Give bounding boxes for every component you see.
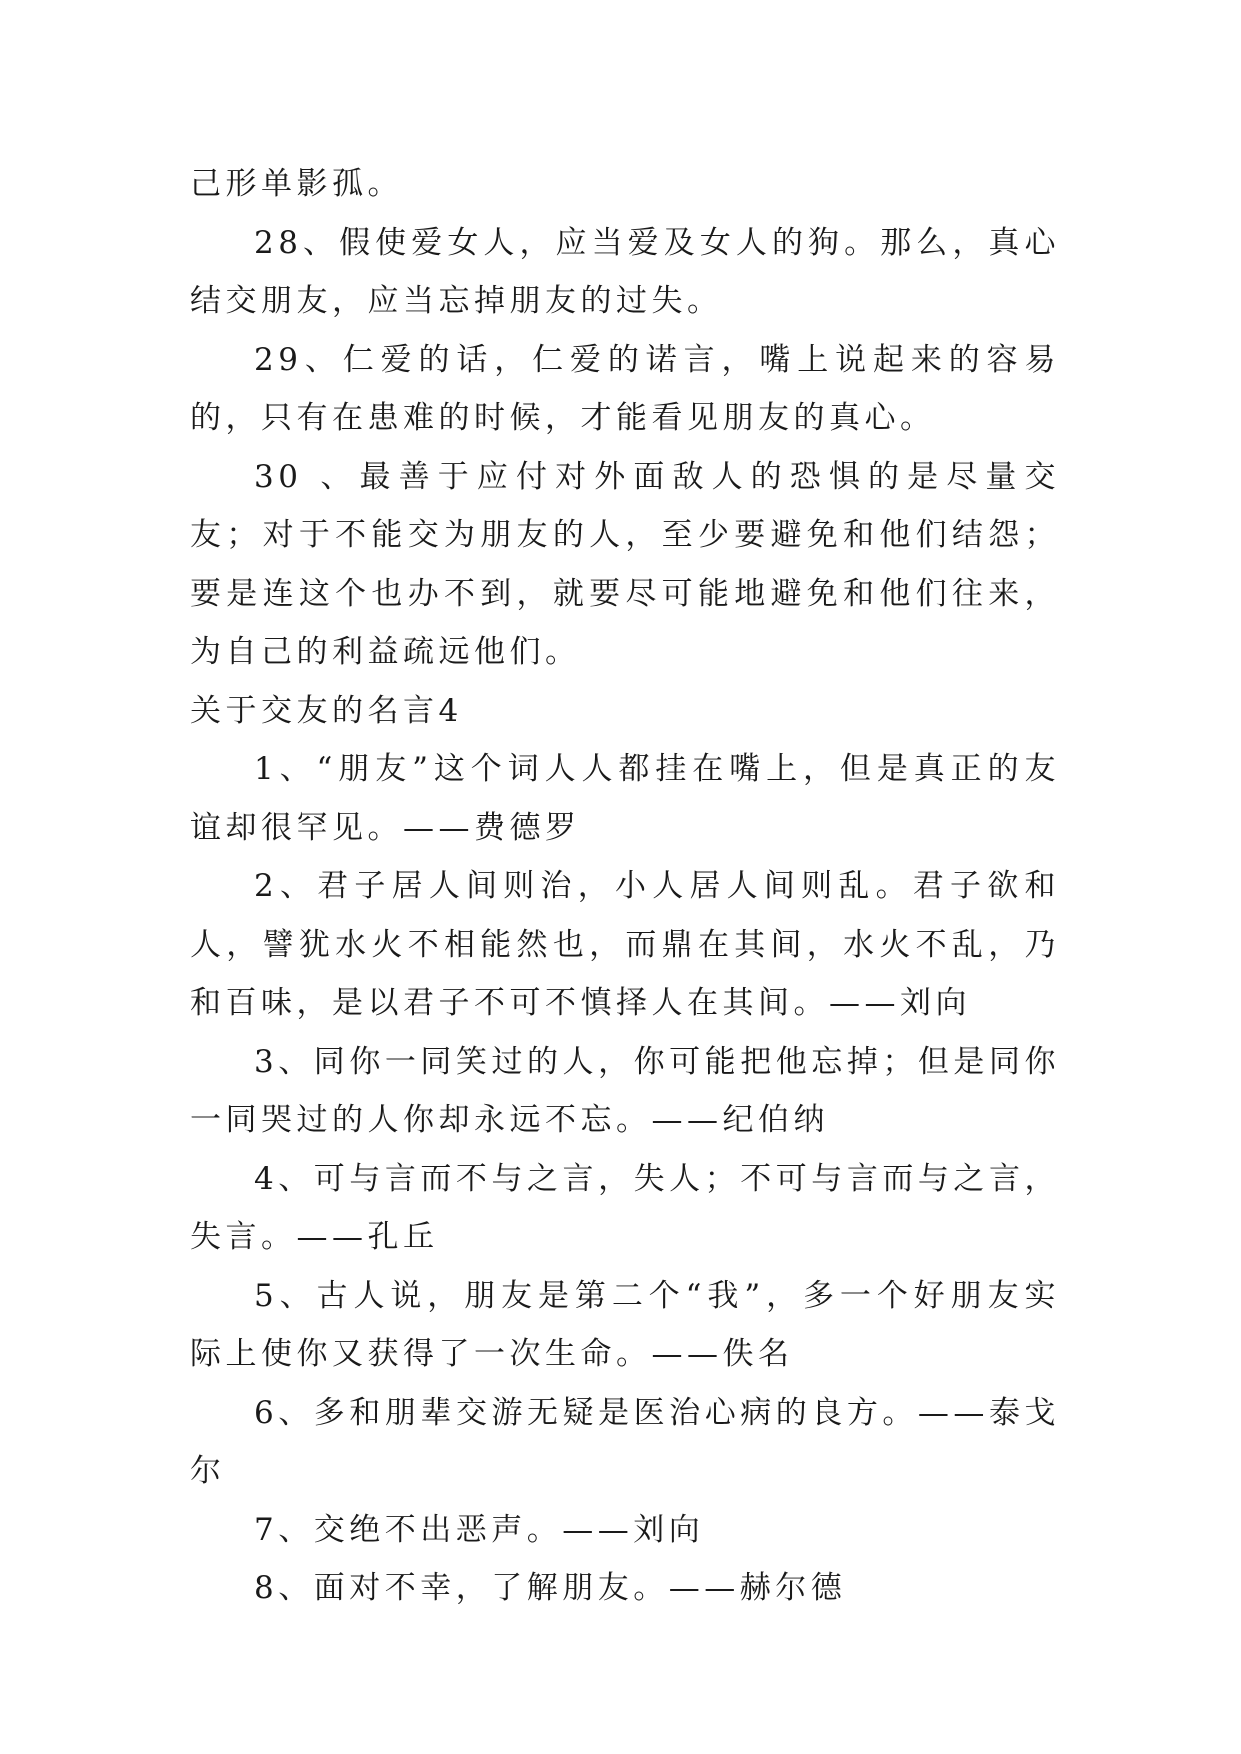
- quote-7: 7、交绝不出恶声。——刘向: [254, 1511, 705, 1548]
- quote-6: 6、多和朋辈交游无疑是医治心病的良方。——泰戈尔: [190, 1394, 1060, 1489]
- quote-4: 4、可与言而不与之言，失人；不可与言而与之言，失言。——孔丘: [190, 1160, 1060, 1255]
- quote-3: 3、同你一同笑过的人，你可能把他忘掉；但是同你一同哭过的人你却永远不忘。——纪伯纳: [190, 1043, 1060, 1138]
- quote-8: 8、面对不幸，了解朋友。——赫尔德: [254, 1570, 847, 1606]
- quote-2: 2、君子居人间则治，小人居人间则乱。君子欲和人，譬犹水火不相能然也，而鼎在其间，水火不乱，乃和百味，是以君子不可不慎择人在其间。——刘向: [190, 868, 1060, 1021]
- quote-1: 1、“朋友”这个词人人都挂在嘴上，但是真正的友谊却很罕见。——费德罗: [190, 751, 1060, 846]
- paragraph-continued: 己形单影孤。: [190, 166, 403, 202]
- paragraph-28: 28、假使爱女人，应当爱及女人的狗。那么，真心结交朋友，应当忘掉朋友的过失。: [190, 224, 1060, 319]
- quote-5: 5、古人说，朋友是第二个“我”，多一个好朋友实际上使你又获得了一次生命。——佚名: [190, 1277, 1060, 1372]
- paragraph-30: 30 、最善于应付对外面敌人的恐惧的是尽量交友；对于不能交为朋友的人，至少要避免和他们结怨；要是连这个也办不到，就要尽可能地避免和他们往来，为自己的利益疏远他们。: [190, 458, 1060, 670]
- document-body: [190, 155, 1060, 1618]
- paragraph-29: 29、仁爱的话，仁爱的诺言，嘴上说起来的容易的，只有在患难的时候，才能看见朋友的真心。: [190, 341, 1060, 436]
- section-heading: 关于交友的名言4: [190, 692, 463, 729]
